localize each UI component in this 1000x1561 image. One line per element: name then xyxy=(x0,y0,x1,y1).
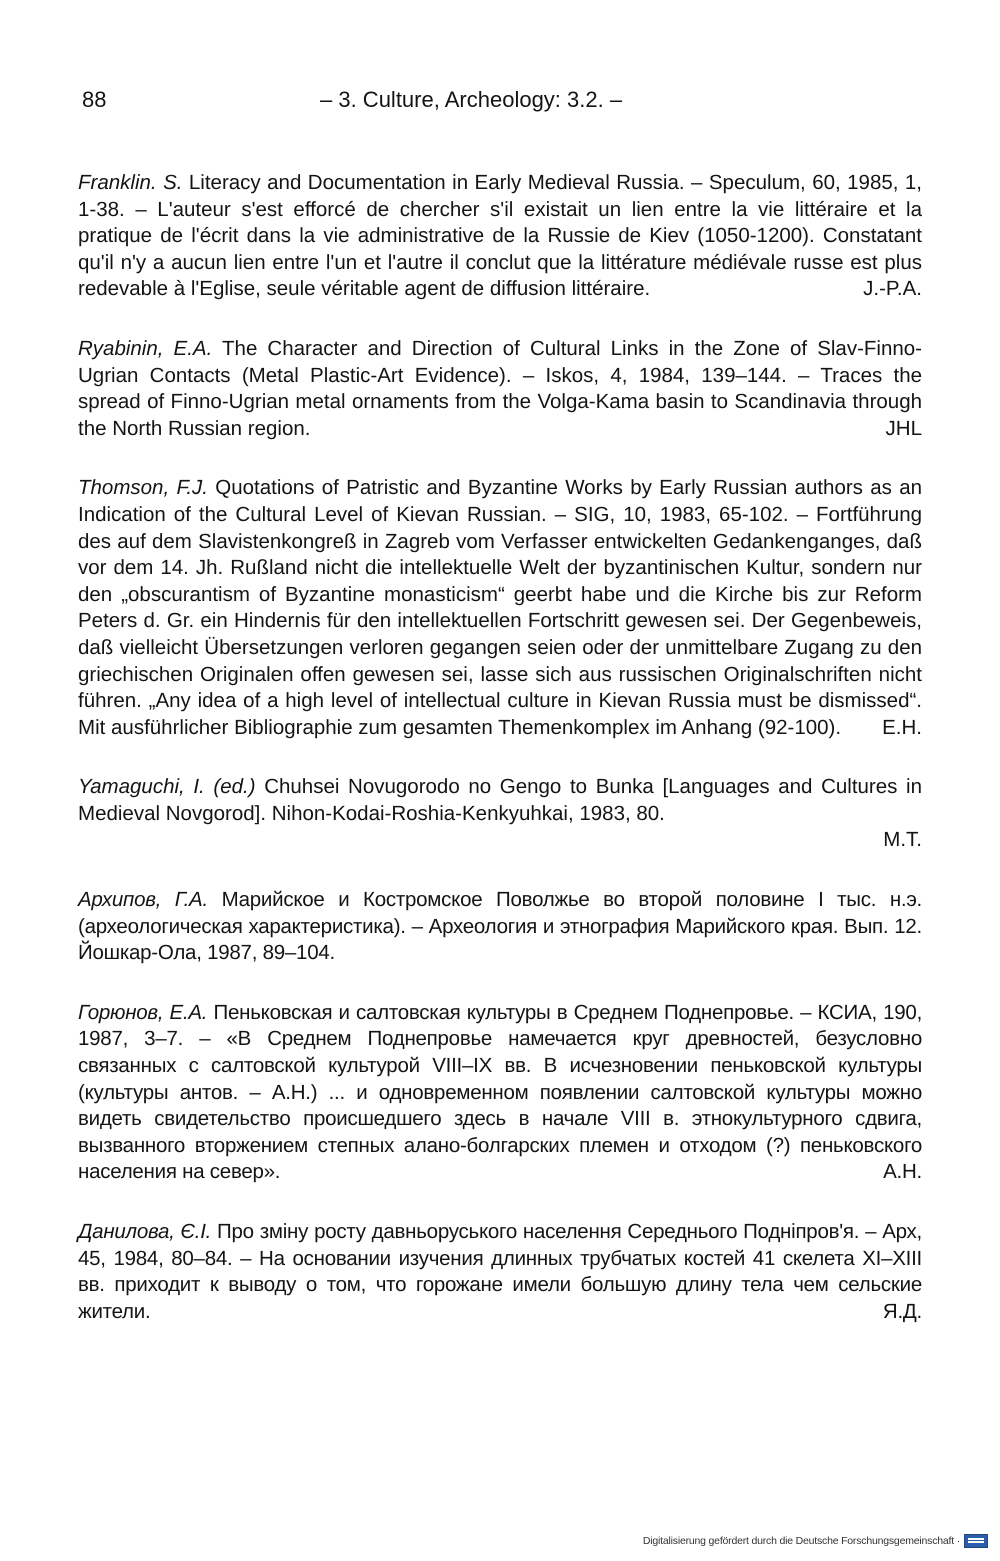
footer-credit: Digitalisierung gefördert durch die Deutsche Forschungsgemeinschaft · xyxy=(642,1534,960,1547)
entry-author: Горюнов, Е.А. xyxy=(78,1000,208,1024)
entry-text: Chuhsei Novugorodo no Gengo to Bunka [Languages and Cultures in Medieval Novgorod]. Nihon-Kodai-Roshia-Kenkyuhkai, 1983, 80. xyxy=(78,775,922,825)
entry-author: Архипов, Г.А. xyxy=(78,888,208,912)
bibliography-entry-yamaguchi xyxy=(78,774,922,854)
entry-text: Literacy and Documentation in Early Medieval Russia. – Speculum, 60, 1985, 1, 1-38. – L'auteur s'est efforcé de chercher s'il existait un lien entre la vie littéraire et la pratique de l'écrit dans la vie administrative de la Russie de Kiev (1050-1200). Constatant qu'il n'y a aucun lien entre l'un et l'autre il conclut que la littérature médiévale russe est plus redevable à l'Eglise, seule véritable agent de diffusion littéraire. xyxy=(78,171,923,301)
entry-text: Пеньковская и салтовская культуры в Среднем Поднепровье. – КСИА, 190, 1987, 3–7. – «В Среднем Поднепровье намечается круг древностей, безусловно связанных с салтовской культурой VIII–IX вв. В исчезновении пеньковской культуры (культуры антов. – А.Н.) ... и одновременном появлении салтовской культуры можно видеть свидетельство происшедшего здесь в начале VIII в. этнокультурного сдвига, вызванного вторжением степных алано-болгарских племен и отходом (?) пеньковского населения на север». xyxy=(78,1000,923,1184)
entry-author: Yamaguchi, I. (ed.) xyxy=(78,775,256,799)
bibliography-entry-ryabinin xyxy=(78,336,922,442)
bibliography-entry-thomson xyxy=(78,475,922,741)
entry-reviewer: А.Н. xyxy=(883,1160,922,1184)
entry-reviewer: Я.Д. xyxy=(882,1299,922,1323)
bibliography-entry-goryunov xyxy=(78,1000,922,1186)
entry-reviewer: E.H. xyxy=(882,715,922,739)
entry-reviewer: JHL xyxy=(885,416,922,440)
digitization-footer xyxy=(643,1534,988,1548)
entry-author: Franklin. S. xyxy=(78,171,183,194)
entry-reviewer: J.-P.A. xyxy=(863,277,922,301)
entry-author: Данилова, Є.І. xyxy=(78,1220,212,1243)
entry-text: Quotations of Patristic and Byzantine Works by Early Russian authors as an Indication of the Cultural Level of Kievan Russian. – SIG, 10, 1983, 65-102. – Fortführung des auf dem Slavistenkongreß in Zagreb vom Verfasser entwickelten Gedankenganges, daß vor dem 14. Jh. Rußland nicht die intellektuelle Welt der byzantinischen Kultur, sondern nur den „obscurantism of Byzantine monasticism“ geerbt habe und die Kirche bis zur Reform Peters d. Gr. ein Hindernis für den intellektuellen Fortschritt gewesen sei. Der Gegenbeweis, daß vielleicht Übersetzungen verloren gegangen seien oder der unmittelbare Zugang zu den griechischen Originalen offen gewesen sei, lasse sich aus russischen Originalschriften nicht führen. „Any idea of a high level of intellectual culture in Kievan Russia must be dismissed“. Mit ausführlicher Bibliographie zum gesamten Themenkomplex im Anhang (92-100). xyxy=(78,476,922,739)
entry-text: Про зміну росту давньоруського населення Середнього Подніпров'я. – Арх, 45, 1984, 80–84. – На основании изучения длинных трубчатых костей 41 скелета XI–XIII вв. приходит к выводу о том, что горожане имели большую длину тела чем сельские жители. xyxy=(78,1220,922,1323)
running-head: – 3. Culture, Archeology: 3.2. – xyxy=(320,87,623,112)
bibliography-entry-danilova xyxy=(78,1219,922,1325)
entry-reviewer: M.T. xyxy=(883,828,922,852)
page-number: 88 xyxy=(82,87,107,112)
dfg-logo-icon xyxy=(964,1534,988,1548)
entry-text: Марийское и Костромское Поволжье во второй половине I тыс. н.э. (археологическая характеристика). – Археология и этнография Марийского края. Вып. 12. Йошкар-Ола, 1987, 89–104. xyxy=(78,888,923,965)
bibliography-entry-franklin xyxy=(78,170,922,303)
bibliography-entry-arkhipov xyxy=(78,887,922,967)
entry-author: Ryabinin, E.A. xyxy=(78,336,213,360)
entry-author: Thomson, F.J. xyxy=(78,476,208,500)
bibliography-list xyxy=(78,170,922,1325)
entry-text: The Character and Direction of Cultural Links in the Zone of Slav-Finno-Ugrian Contacts (Metal Plastic-Art Evidence). – Iskos, 4, 1984, 139–144. – Traces the spread of Finno-Ugrian metal ornaments from the Volga-Kama basin to Scandinavia through the North Russian region. xyxy=(78,336,923,440)
